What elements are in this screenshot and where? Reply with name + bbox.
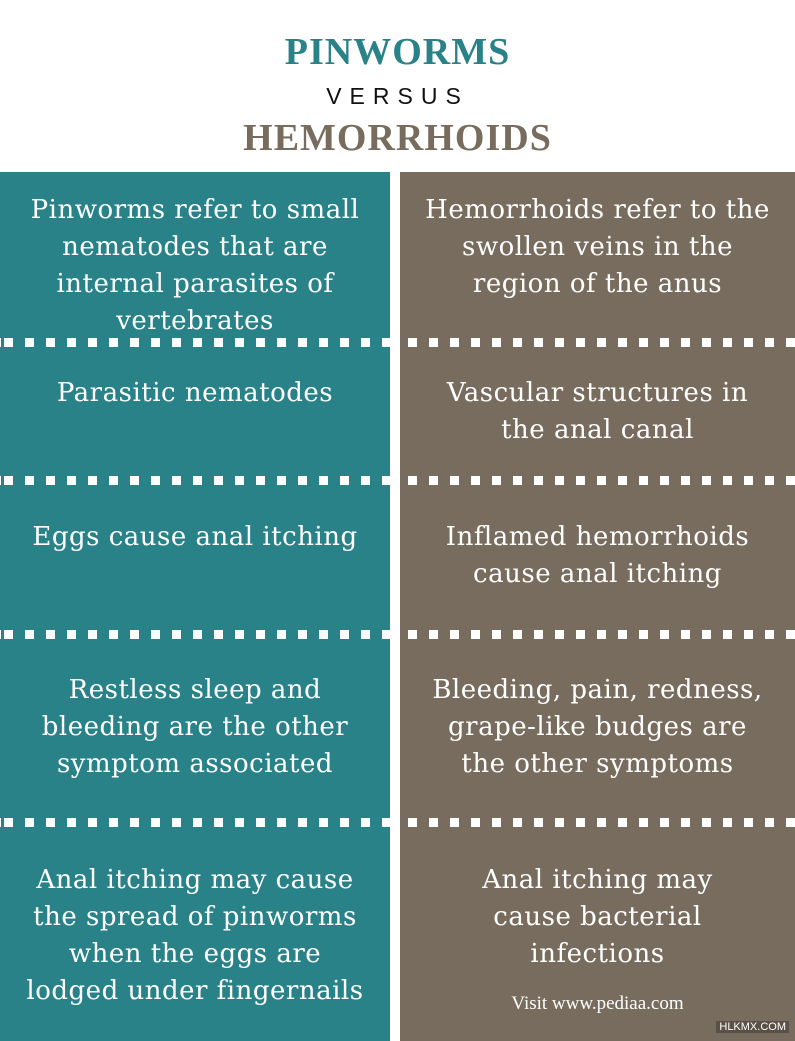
row-divider bbox=[0, 818, 390, 827]
hemorrhoids-definition: Hemorrhoids refer to the swollen veins in the region of the anus bbox=[425, 195, 770, 299]
pinworms-definition: Pinworms refer to small nematodes that are internal parasites of vertebrates bbox=[30, 195, 360, 336]
hemorrhoids-itching: Inflamed hemorrhoids cause anal itching bbox=[445, 522, 750, 589]
title-versus: VERSUS bbox=[326, 83, 469, 109]
row-divider bbox=[400, 630, 795, 639]
watermark: HLKMX.COM bbox=[716, 1021, 789, 1033]
row-divider bbox=[400, 476, 795, 485]
title-hemorrhoids: HEMORRHOIDS bbox=[243, 117, 552, 159]
hemorrhoids-infections: Anal itching may cause bacterial infections bbox=[482, 865, 713, 969]
pinworms-column bbox=[0, 172, 390, 1041]
pinworms-itching: Eggs cause anal itching bbox=[32, 522, 358, 552]
pinworms-type: Parasitic nematodes bbox=[56, 378, 334, 408]
row-divider bbox=[0, 630, 390, 639]
hemorrhoids-symptoms: Bleeding, pain, redness, grape-like budges are the other symptoms bbox=[432, 675, 763, 779]
source-credit: Visit www.pediaa.com bbox=[511, 993, 684, 1014]
title-pinworms: PINWORMS bbox=[284, 31, 511, 73]
hemorrhoids-type: Vascular structures in the anal canal bbox=[446, 378, 749, 445]
pinworms-symptoms: Restless sleep and bleeding are the other symptom associated bbox=[41, 675, 349, 779]
row-divider bbox=[400, 818, 795, 827]
row-divider bbox=[400, 338, 795, 347]
pinworms-spread: Anal itching may cause the spread of pinworms when the eggs are lodged under fingernails bbox=[26, 865, 364, 1006]
row-divider bbox=[0, 338, 390, 347]
comparison-header bbox=[0, 0, 795, 172]
hemorrhoids-column bbox=[400, 172, 795, 1041]
row-divider bbox=[0, 476, 390, 485]
